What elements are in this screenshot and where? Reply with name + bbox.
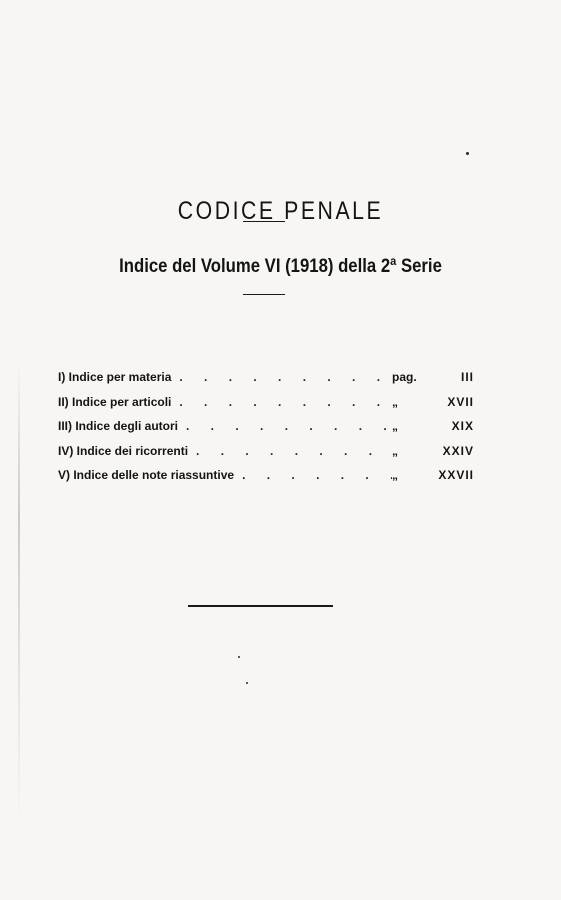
toc-entry-prefix: „ bbox=[392, 443, 398, 458]
page-edge-shadow bbox=[18, 360, 20, 830]
toc-entry-page: XVII bbox=[447, 394, 474, 409]
toc-entry-label: V) Indice delle note riassuntive bbox=[58, 468, 235, 482]
closing-divider bbox=[188, 605, 333, 607]
subtitle-divider bbox=[243, 294, 285, 295]
toc-entry bbox=[58, 370, 474, 395]
toc-entry-page: XXIV bbox=[442, 443, 474, 458]
ink-speck bbox=[466, 152, 469, 155]
toc-entry-prefix: „ bbox=[392, 419, 398, 433]
volume-subtitle: Indice del Volume VI (1918) della 2ª Serie bbox=[119, 256, 442, 277]
toc-entry-page: XXVII bbox=[438, 468, 474, 482]
toc-entry-label: IV) Indice dei ricorrenti bbox=[58, 443, 189, 458]
toc-entry bbox=[58, 419, 474, 444]
toc-leader-dots bbox=[171, 395, 392, 409]
toc-entry-page: XIX bbox=[451, 419, 474, 433]
title-divider bbox=[243, 221, 285, 222]
page-title: CODICE PENALE bbox=[177, 196, 384, 225]
toc-leader-dots bbox=[234, 468, 392, 482]
toc-entry-prefix: pag. bbox=[392, 370, 417, 384]
toc-entry-label: I) Indice per materia bbox=[58, 370, 172, 384]
toc-entry-label: II) Indice per articoli bbox=[58, 394, 172, 409]
toc-entry bbox=[58, 395, 474, 420]
table-of-contents bbox=[58, 370, 474, 493]
ink-speck bbox=[238, 656, 240, 658]
toc-entry bbox=[58, 468, 474, 493]
toc-entry-prefix: „ bbox=[392, 468, 398, 482]
ink-speck bbox=[246, 682, 248, 684]
toc-entry bbox=[58, 444, 474, 469]
toc-entry-page: III bbox=[460, 370, 474, 384]
toc-leader-dots bbox=[188, 444, 392, 458]
toc-entry-prefix: „ bbox=[392, 394, 398, 409]
toc-entry-label: III) Indice degli autori bbox=[58, 419, 179, 433]
toc-leader-dots bbox=[171, 370, 392, 384]
toc-leader-dots bbox=[178, 419, 392, 433]
